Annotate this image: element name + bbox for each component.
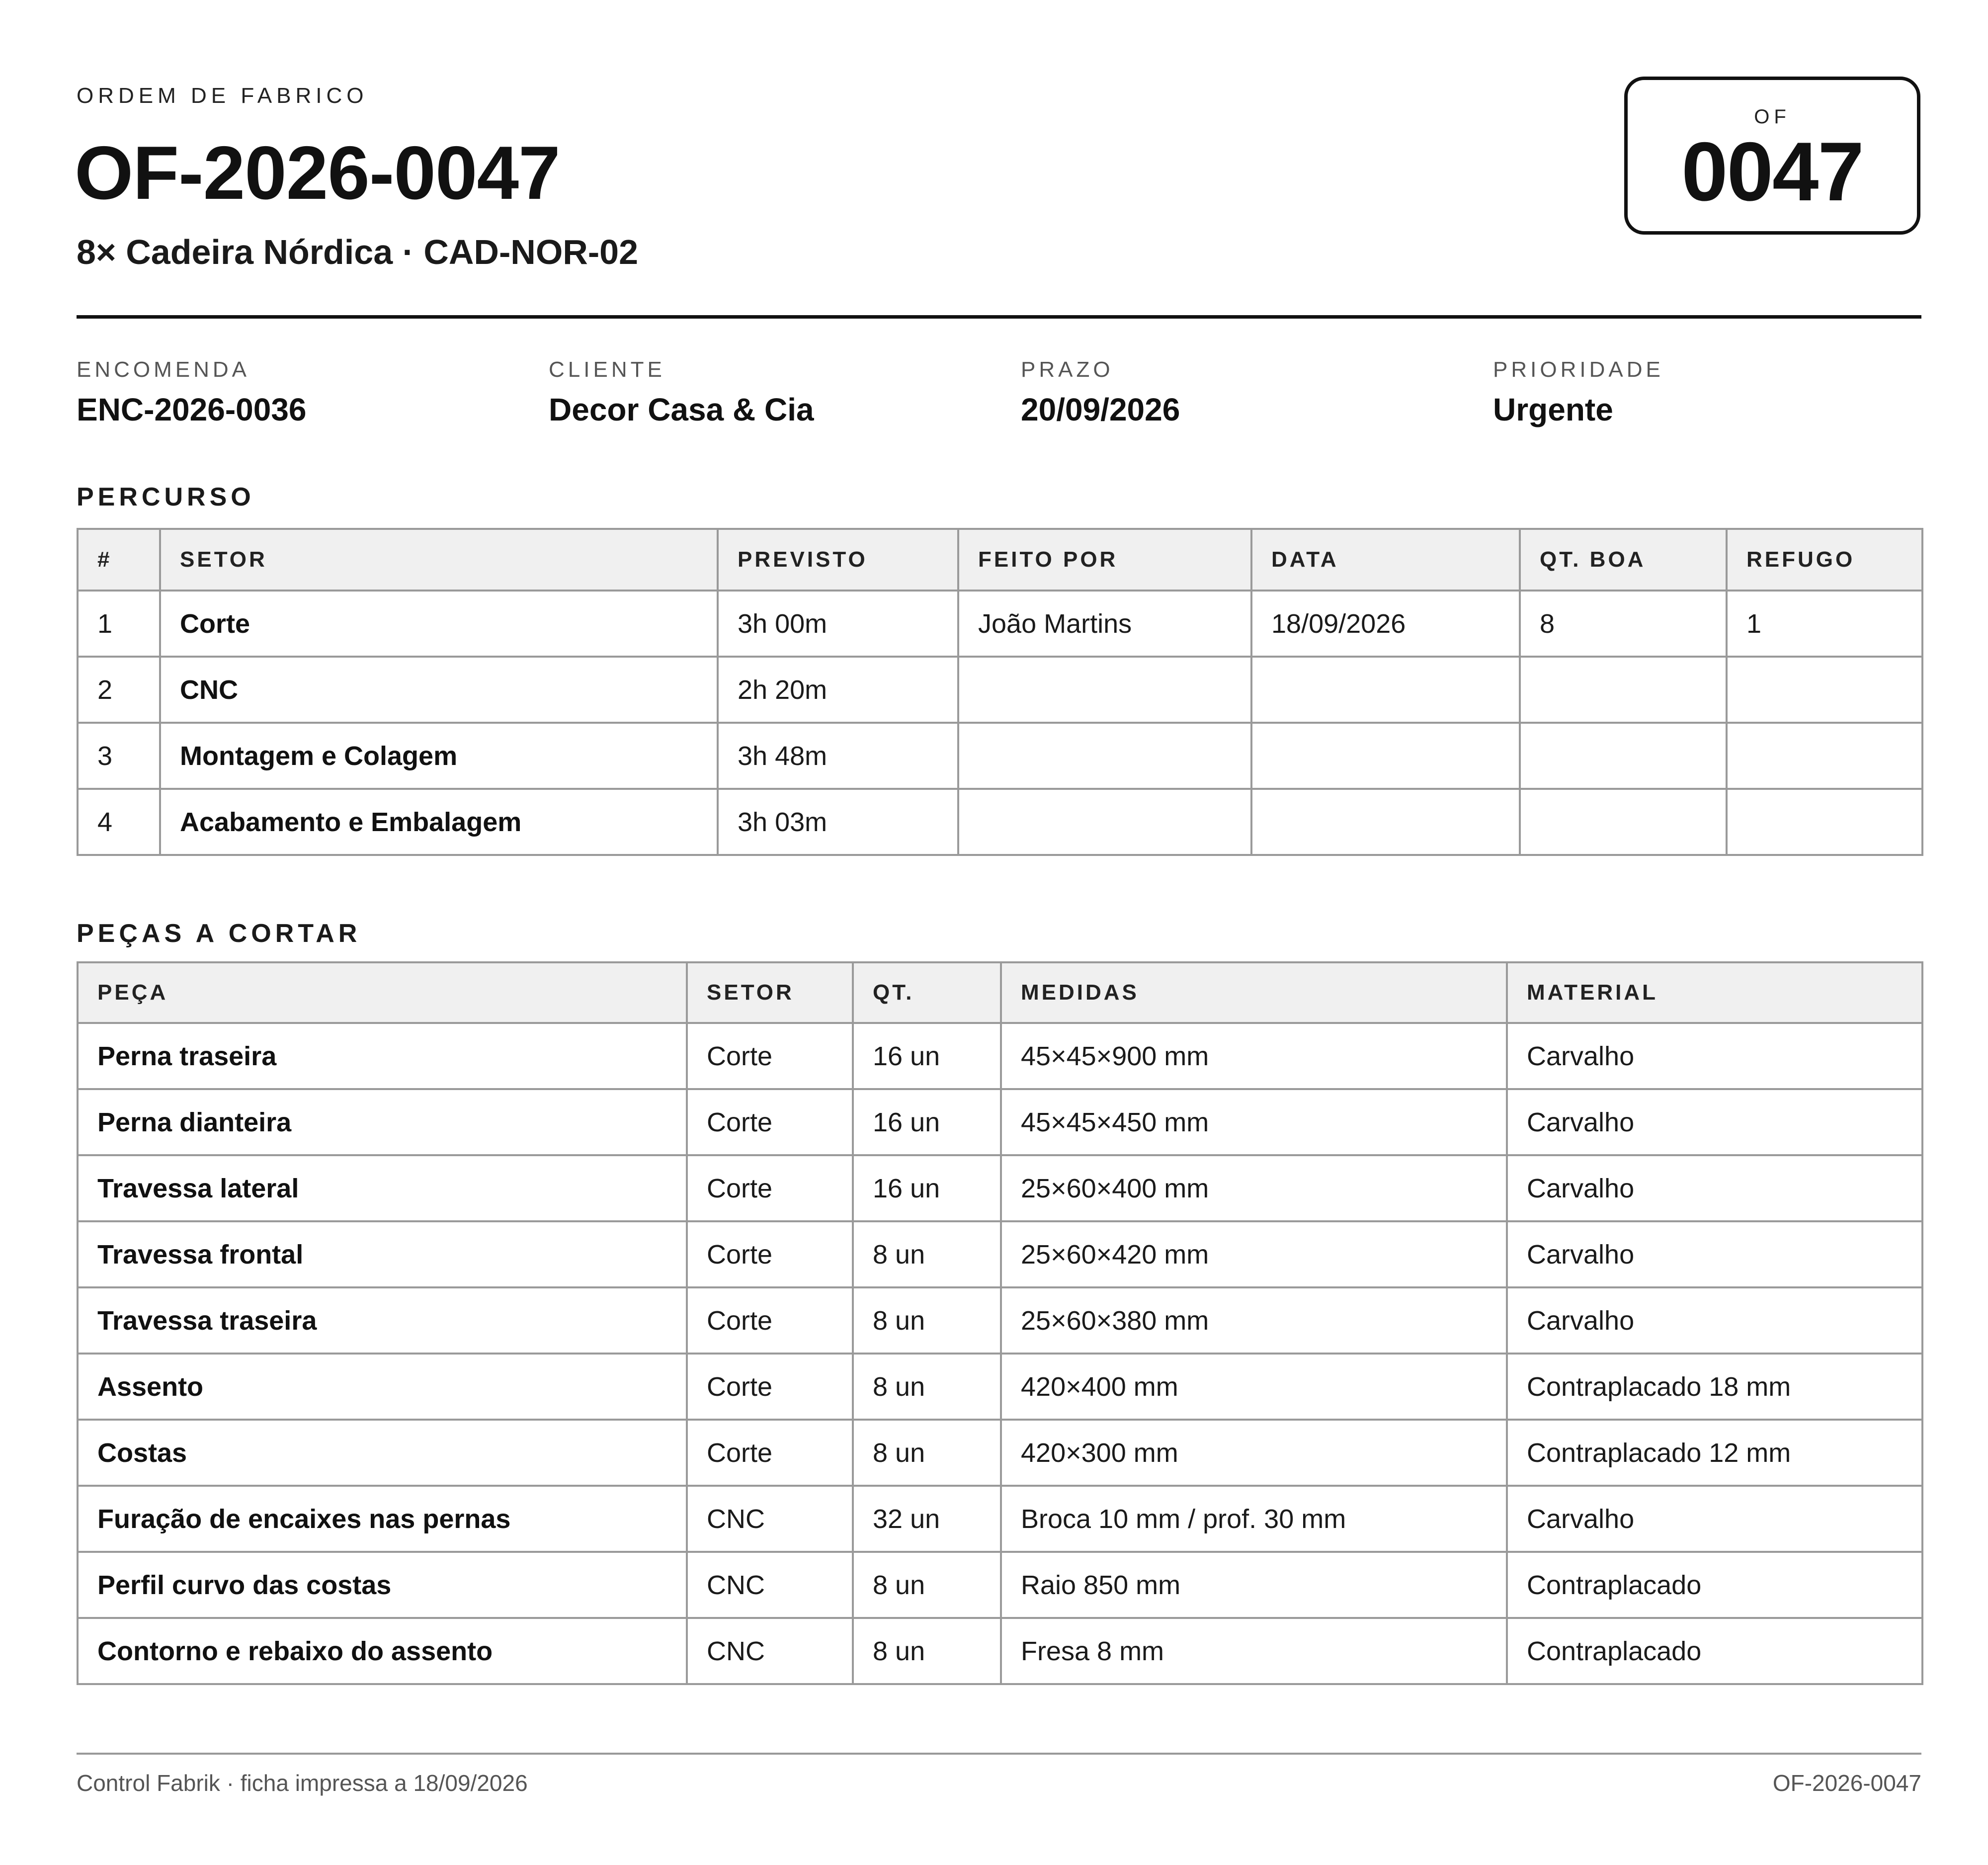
meta-prazo — [1021, 359, 1180, 425]
meta-value: ENC-2026-0036 — [77, 392, 307, 427]
table-cell: 25×60×400 mm — [1001, 1155, 1507, 1221]
column-header: SETOR — [687, 962, 853, 1023]
table-cell: 16 un — [853, 1089, 1001, 1155]
meta-value: Urgente — [1493, 392, 1613, 427]
table-cell: Furação de encaixes nas pernas — [78, 1486, 687, 1552]
table-cell: Travessa traseira — [78, 1287, 687, 1354]
table-cell: 3 — [78, 723, 160, 789]
table-cell: 18/09/2026 — [1251, 591, 1520, 657]
table-cell: Contraplacado — [1507, 1552, 1922, 1618]
order-number-title: OF-2026-0047 — [75, 131, 560, 215]
table-cell — [1727, 789, 1922, 855]
table-cell: 8 un — [853, 1287, 1001, 1354]
table-cell: 25×60×380 mm — [1001, 1287, 1507, 1354]
table-cell — [958, 789, 1251, 855]
table-row — [78, 1486, 1922, 1552]
table-cell: Fresa 8 mm — [1001, 1618, 1507, 1684]
table-cell: Carvalho — [1507, 1023, 1922, 1089]
route-table — [77, 528, 1923, 856]
table-cell: Montagem e Colagem — [160, 723, 718, 789]
table-cell: CNC — [687, 1618, 853, 1684]
order-badge — [1624, 77, 1920, 235]
table-row — [78, 1354, 1922, 1420]
table-row — [78, 1618, 1922, 1684]
table-cell — [958, 723, 1251, 789]
table-cell: Corte — [687, 1420, 853, 1486]
table-cell: Travessa lateral — [78, 1155, 687, 1221]
table-cell: Corte — [687, 1089, 853, 1155]
table-cell: João Martins — [958, 591, 1251, 657]
table-row — [78, 591, 1922, 657]
table-cell: 16 un — [853, 1023, 1001, 1089]
column-header: QT. — [853, 962, 1001, 1023]
meta-prioridade — [1493, 359, 1664, 425]
meta-cliente — [549, 359, 814, 425]
table-row — [78, 1221, 1922, 1287]
meta-value: 20/09/2026 — [1021, 392, 1180, 427]
table-cell: 1 — [78, 591, 160, 657]
table-row — [78, 1420, 1922, 1486]
table-cell: 420×300 mm — [1001, 1420, 1507, 1486]
table-cell: 16 un — [853, 1155, 1001, 1221]
column-header: MEDIDAS — [1001, 962, 1507, 1023]
table-cell: 2 — [78, 657, 160, 723]
table-cell: Carvalho — [1507, 1287, 1922, 1354]
parts-section-title: PEÇAS A CORTAR — [77, 919, 361, 948]
table-cell: 45×45×900 mm — [1001, 1023, 1507, 1089]
table-row — [78, 1552, 1922, 1618]
table-cell: 1 — [1727, 591, 1922, 657]
table-cell: 8 un — [853, 1618, 1001, 1684]
table-cell: Corte — [160, 591, 718, 657]
table-row — [78, 1287, 1922, 1354]
table-cell: 4 — [78, 789, 160, 855]
meta-label: ENCOMENDA — [77, 357, 250, 382]
table-cell: Corte — [687, 1287, 853, 1354]
column-header: DATA — [1251, 529, 1520, 591]
table-cell: 8 un — [853, 1221, 1001, 1287]
table-cell: 3h 00m — [718, 591, 958, 657]
footer-divider — [77, 1753, 1921, 1755]
table-cell: Carvalho — [1507, 1221, 1922, 1287]
table-cell: Raio 850 mm — [1001, 1552, 1507, 1618]
product-line: 8× Cadeira Nórdica · CAD-NOR-02 — [77, 233, 639, 271]
table-cell: Perna dianteira — [78, 1089, 687, 1155]
table-cell — [958, 657, 1251, 723]
table-cell: Contraplacado — [1507, 1618, 1922, 1684]
document-type-label: ORDEM DE FABRICO — [77, 84, 368, 108]
table-cell: Carvalho — [1507, 1486, 1922, 1552]
meta-label: PRIORIDADE — [1493, 357, 1664, 382]
column-header: MATERIAL — [1507, 962, 1922, 1023]
table-cell: CNC — [687, 1486, 853, 1552]
table-row — [78, 1023, 1922, 1089]
route-section-title: PERCURSO — [77, 483, 255, 511]
badge-label: OF — [1754, 106, 1791, 128]
table-cell: Contraplacado 12 mm — [1507, 1420, 1922, 1486]
table-cell: Carvalho — [1507, 1155, 1922, 1221]
table-cell: 8 un — [853, 1552, 1001, 1618]
table-cell: Perfil curvo das costas — [78, 1552, 687, 1618]
table-row — [78, 1089, 1922, 1155]
column-header: PEÇA — [78, 962, 687, 1023]
table-cell: 8 un — [853, 1354, 1001, 1420]
table-cell: Carvalho — [1507, 1089, 1922, 1155]
table-cell — [1727, 723, 1922, 789]
table-cell: Contraplacado 18 mm — [1507, 1354, 1922, 1420]
column-header: SETOR — [160, 529, 718, 591]
table-cell: 8 — [1520, 591, 1727, 657]
table-cell: CNC — [687, 1552, 853, 1618]
meta-value: Decor Casa & Cia — [549, 392, 814, 427]
table-cell — [1251, 789, 1520, 855]
column-header: FEITO POR — [958, 529, 1251, 591]
table-cell — [1727, 657, 1922, 723]
column-header: QT. BOA — [1520, 529, 1727, 591]
table-row — [78, 789, 1922, 855]
table-cell: Corte — [687, 1023, 853, 1089]
table-cell — [1520, 723, 1727, 789]
meta-encomenda — [77, 359, 307, 425]
table-cell: CNC — [160, 657, 718, 723]
table-cell: Costas — [78, 1420, 687, 1486]
table-row — [78, 723, 1922, 789]
column-header: REFUGO — [1727, 529, 1922, 591]
table-cell: 420×400 mm — [1001, 1354, 1507, 1420]
table-cell: 25×60×420 mm — [1001, 1221, 1507, 1287]
table-cell — [1251, 723, 1520, 789]
table-header-row — [78, 529, 1922, 591]
table-cell: 3h 03m — [718, 789, 958, 855]
table-cell — [1251, 657, 1520, 723]
table-header-row — [78, 962, 1922, 1023]
badge-number: 0047 — [1681, 125, 1863, 218]
table-cell: 45×45×450 mm — [1001, 1089, 1507, 1155]
table-row — [78, 657, 1922, 723]
table-cell: 32 un — [853, 1486, 1001, 1552]
table-cell — [1520, 657, 1727, 723]
table-cell: 3h 48m — [718, 723, 958, 789]
table-cell: Contorno e rebaixo do assento — [78, 1618, 687, 1684]
parts-table — [77, 961, 1923, 1685]
footer-order-ref: OF-2026-0047 — [1772, 1770, 1921, 1796]
header-divider — [77, 315, 1921, 319]
table-cell: Corte — [687, 1155, 853, 1221]
table-cell: Corte — [687, 1354, 853, 1420]
meta-label: PRAZO — [1021, 357, 1114, 382]
table-cell: Assento — [78, 1354, 687, 1420]
meta-label: CLIENTE — [549, 357, 665, 382]
table-cell: Corte — [687, 1221, 853, 1287]
table-row — [78, 1155, 1922, 1221]
column-header: PREVISTO — [718, 529, 958, 591]
table-cell: Travessa frontal — [78, 1221, 687, 1287]
footer-print-info: Control Fabrik · ficha impressa a 18/09/2026 — [77, 1770, 528, 1796]
table-cell: Acabamento e Embalagem — [160, 789, 718, 855]
table-cell: Broca 10 mm / prof. 30 mm — [1001, 1486, 1507, 1552]
table-cell: 8 un — [853, 1420, 1001, 1486]
table-cell — [1520, 789, 1727, 855]
table-cell: Perna traseira — [78, 1023, 687, 1089]
column-header: # — [78, 529, 160, 591]
table-cell: 2h 20m — [718, 657, 958, 723]
